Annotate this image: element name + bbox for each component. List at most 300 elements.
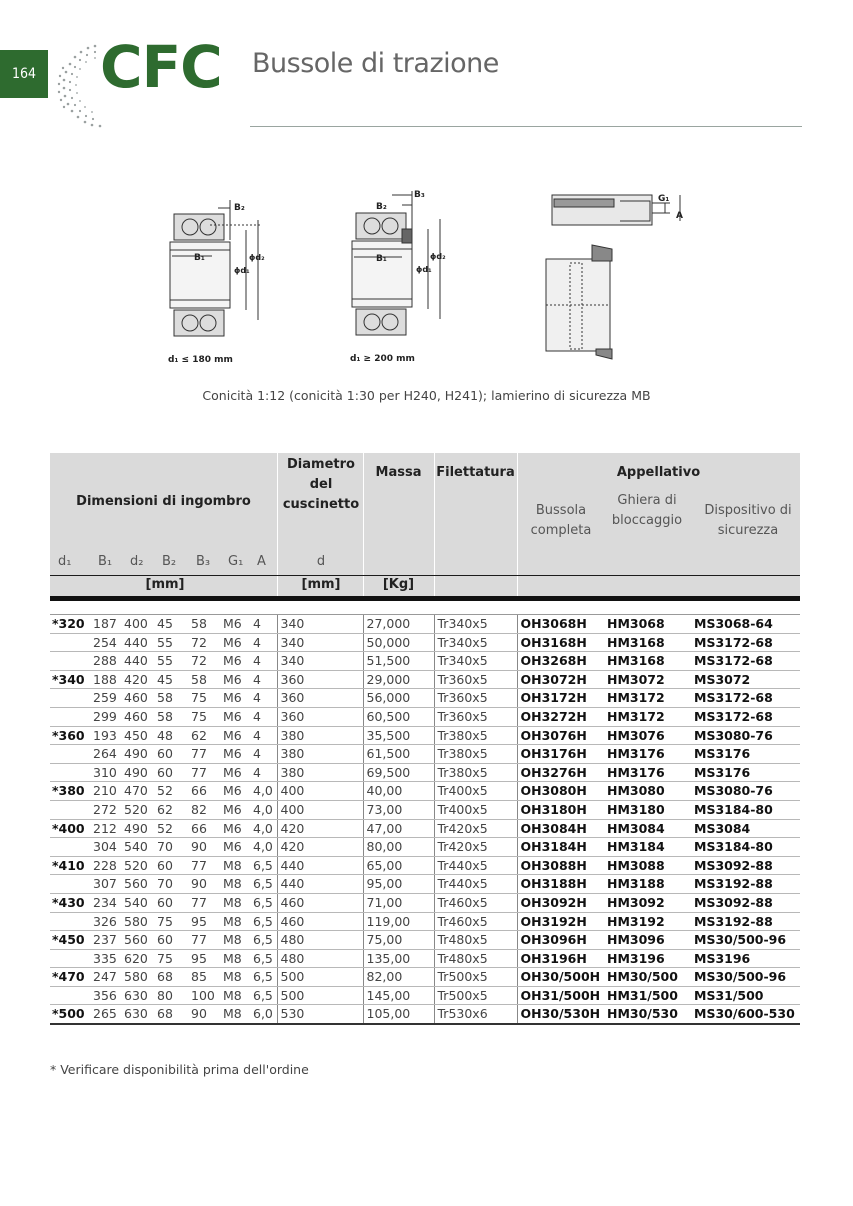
cell-disp: MS3172-68 [691, 689, 800, 708]
cell-d2: 540 [121, 838, 154, 857]
cell-ghiera: HM3068 [604, 615, 691, 633]
cell-ghiera: HM3088 [604, 856, 691, 875]
cell-d1: *450 [50, 931, 90, 950]
dim-b1-large: B₁ [376, 254, 387, 264]
cell-bussola: OH3084H [517, 819, 604, 838]
table-row [50, 949, 800, 968]
cell-fil: Tr420x5 [434, 838, 517, 857]
cell-b2: 58 [154, 707, 188, 726]
cell-ghiera: HM3168 [604, 652, 691, 671]
table-row [50, 800, 800, 819]
cell-d2: 450 [121, 726, 154, 745]
cell-d1 [50, 652, 90, 671]
cell-fil: Tr500x5 [434, 968, 517, 987]
cell-g1: M8 [220, 968, 250, 987]
cell-fil: Tr380x5 [434, 726, 517, 745]
cell-ghiera: HM30/530 [604, 1005, 691, 1024]
cell-b1: 272 [90, 800, 121, 819]
cell-d: 420 [277, 819, 363, 838]
cell-ghiera: HM3076 [604, 726, 691, 745]
cell-b2: 55 [154, 633, 188, 652]
cell-d1 [50, 986, 90, 1005]
header-appellativo: Appellativo [616, 465, 701, 480]
table-row [50, 986, 800, 1005]
cell-ghiera: HM3176 [604, 763, 691, 782]
dim-d1-large: ϕd₁ [416, 265, 432, 274]
col-b1: B₁ [98, 554, 113, 569]
cell-b3: 90 [188, 838, 220, 857]
cell-g1: M6 [220, 819, 250, 838]
cell-d: 500 [277, 986, 363, 1005]
table-header [50, 453, 800, 596]
cell-disp: MS3184-80 [691, 800, 800, 819]
cell-d2: 400 [121, 615, 154, 633]
cell-g1: M8 [220, 893, 250, 912]
cell-d2: 520 [121, 800, 154, 819]
spacer-row [50, 601, 800, 615]
cell-bussola: OH3192H [517, 912, 604, 931]
col-b3: B₃ [196, 554, 211, 569]
cell-d: 460 [277, 893, 363, 912]
cell-g1: M6 [220, 800, 250, 819]
cell-d2: 540 [121, 893, 154, 912]
unit-diameter: [mm] [301, 577, 341, 592]
cell-fil: Tr360x5 [434, 689, 517, 708]
header-diameter: Diametro del cuscinetto [282, 457, 360, 512]
footnote: * Verificare disponibilità prima dell'ordine [50, 1062, 309, 1077]
dim-b1: B₁ [194, 253, 205, 263]
cell-g1: M6 [220, 670, 250, 689]
cell-disp: MS3192-88 [691, 875, 800, 894]
cell-bussola: OH3072H [517, 670, 604, 689]
cell-d: 460 [277, 912, 363, 931]
cell-fil: Tr530x6 [434, 1005, 517, 1024]
cell-bussola: OH3196H [517, 949, 604, 968]
cell-a: 4 [250, 670, 277, 689]
cell-b2: 70 [154, 838, 188, 857]
cell-g1: M6 [220, 763, 250, 782]
cell-b3: 77 [188, 931, 220, 950]
cell-d1: *380 [50, 782, 90, 801]
cell-d: 360 [277, 689, 363, 708]
cell-d2: 560 [121, 875, 154, 894]
cell-a: 4 [250, 763, 277, 782]
cell-d2: 580 [121, 968, 154, 987]
cell-bussola: OH3172H [517, 689, 604, 708]
cell-d: 360 [277, 670, 363, 689]
diagram-small-bore [150, 190, 280, 370]
cell-d: 360 [277, 707, 363, 726]
cell-a: 4 [250, 707, 277, 726]
cell-ghiera: HM3092 [604, 893, 691, 912]
cell-disp: MS3068-64 [691, 615, 800, 633]
table-row [50, 745, 800, 764]
cell-b3: 62 [188, 726, 220, 745]
cell-b3: 95 [188, 949, 220, 968]
cell-massa: 47,00 [363, 819, 434, 838]
cell-bussola: OH3088H [517, 856, 604, 875]
col-d: d [316, 554, 326, 569]
cell-b2: 45 [154, 615, 188, 633]
cell-massa: 71,00 [363, 893, 434, 912]
dim-d1: ϕd₁ [234, 266, 250, 275]
cell-massa: 75,00 [363, 931, 434, 950]
cell-bussola: OH3096H [517, 931, 604, 950]
cell-b2: 58 [154, 689, 188, 708]
dim-b2-large: B₂ [376, 202, 387, 212]
cell-fil: Tr340x5 [434, 633, 517, 652]
cell-massa: 60,500 [363, 707, 434, 726]
cell-g1: M6 [220, 782, 250, 801]
cell-g1: M8 [220, 1005, 250, 1024]
cell-g1: M6 [220, 838, 250, 857]
cell-disp: MS3092-88 [691, 856, 800, 875]
cell-b1: 210 [90, 782, 121, 801]
cell-d: 530 [277, 1005, 363, 1024]
header-dispositivo: Dispositivo di sicurezza [704, 503, 792, 538]
table-row [50, 968, 800, 987]
cell-d1 [50, 800, 90, 819]
cell-b2: 75 [154, 949, 188, 968]
cell-massa: 95,00 [363, 875, 434, 894]
cell-bussola: OH3188H [517, 875, 604, 894]
cell-a: 6,5 [250, 856, 277, 875]
cell-bussola: OH30/530H [517, 1005, 604, 1024]
cell-b3: 82 [188, 800, 220, 819]
cell-d2: 420 [121, 670, 154, 689]
cell-g1: M8 [220, 986, 250, 1005]
cell-d: 440 [277, 856, 363, 875]
cell-d1 [50, 745, 90, 764]
cell-b1: 335 [90, 949, 121, 968]
cell-d2: 520 [121, 856, 154, 875]
cell-b2: 45 [154, 670, 188, 689]
cell-b2: 52 [154, 819, 188, 838]
cell-d: 380 [277, 745, 363, 764]
cell-a: 6,5 [250, 893, 277, 912]
cell-b1: 264 [90, 745, 121, 764]
table-row [50, 931, 800, 950]
cell-b1: 254 [90, 633, 121, 652]
table-row [50, 670, 800, 689]
cell-d: 340 [277, 652, 363, 671]
cell-b2: 60 [154, 931, 188, 950]
table-row [50, 838, 800, 857]
cell-bussola: OH3168H [517, 633, 604, 652]
cell-massa: 51,500 [363, 652, 434, 671]
table-row [50, 707, 800, 726]
cell-g1: M8 [220, 875, 250, 894]
cell-disp: MS3172-68 [691, 652, 800, 671]
cell-a: 4 [250, 652, 277, 671]
cell-d: 400 [277, 782, 363, 801]
dim-g1: G₁ [658, 194, 670, 204]
cell-b2: 75 [154, 912, 188, 931]
cell-d1: *320 [50, 615, 90, 633]
cell-b1: 247 [90, 968, 121, 987]
table-row [50, 912, 800, 931]
cell-b3: 66 [188, 819, 220, 838]
cell-d1 [50, 763, 90, 782]
dim-b3: B₃ [414, 190, 425, 200]
cell-b2: 52 [154, 782, 188, 801]
cell-g1: M6 [220, 745, 250, 764]
cell-a: 6,0 [250, 1005, 277, 1024]
cell-massa: 35,500 [363, 726, 434, 745]
cell-ghiera: HM3176 [604, 745, 691, 764]
cell-ghiera: HM3172 [604, 707, 691, 726]
cell-g1: M8 [220, 949, 250, 968]
cell-d: 340 [277, 615, 363, 633]
cell-bussola: OH31/500H [517, 986, 604, 1005]
cell-disp: MS3192-88 [691, 912, 800, 931]
cell-d1 [50, 633, 90, 652]
cell-ghiera: HM31/500 [604, 986, 691, 1005]
cell-d2: 490 [121, 763, 154, 782]
cell-d2: 630 [121, 986, 154, 1005]
cell-d2: 620 [121, 949, 154, 968]
cell-disp: MS3092-88 [691, 893, 800, 912]
cell-b2: 68 [154, 1005, 188, 1024]
cell-b3: 58 [188, 670, 220, 689]
table-row [50, 726, 800, 745]
cell-bussola: OH3076H [517, 726, 604, 745]
cell-ghiera: HM30/500 [604, 968, 691, 987]
cell-b3: 72 [188, 652, 220, 671]
cell-a: 4 [250, 633, 277, 652]
cell-fil: Tr400x5 [434, 800, 517, 819]
cell-d1 [50, 949, 90, 968]
cell-b2: 68 [154, 968, 188, 987]
cell-d2: 460 [121, 689, 154, 708]
cell-fil: Tr440x5 [434, 856, 517, 875]
cell-g1: M6 [220, 707, 250, 726]
cell-d2: 490 [121, 745, 154, 764]
cell-a: 4 [250, 745, 277, 764]
diagram-large-bore [330, 185, 460, 370]
cell-a: 6,5 [250, 875, 277, 894]
cell-d1: *340 [50, 670, 90, 689]
dim-b2: B₂ [234, 203, 245, 213]
cell-disp: MS30/500-96 [691, 968, 800, 987]
col-b2: B₂ [162, 554, 177, 569]
cell-d1: *360 [50, 726, 90, 745]
cell-a: 4,0 [250, 819, 277, 838]
cell-b3: 66 [188, 782, 220, 801]
cell-massa: 80,00 [363, 838, 434, 857]
cell-d1: *410 [50, 856, 90, 875]
cell-d: 380 [277, 726, 363, 745]
cell-ghiera: HM3096 [604, 931, 691, 950]
cell-b1: 259 [90, 689, 121, 708]
cell-d: 380 [277, 763, 363, 782]
cell-b1: 356 [90, 986, 121, 1005]
cell-fil: Tr380x5 [434, 745, 517, 764]
bushing-table [50, 453, 800, 1025]
dim-a: A [676, 211, 683, 221]
data-table [50, 615, 800, 1025]
cell-massa: 135,00 [363, 949, 434, 968]
cell-massa: 61,500 [363, 745, 434, 764]
cell-b3: 90 [188, 875, 220, 894]
cell-b1: 212 [90, 819, 121, 838]
cell-d2: 560 [121, 931, 154, 950]
cell-d1: *400 [50, 819, 90, 838]
table-row [50, 875, 800, 894]
table-row [50, 1005, 800, 1024]
cell-d: 340 [277, 633, 363, 652]
diagram-label-large: d₁ ≥ 200 mm [350, 354, 415, 364]
cell-d2: 580 [121, 912, 154, 931]
col-d1: d₁ [58, 554, 72, 569]
cell-ghiera: HM3184 [604, 838, 691, 857]
cell-d: 400 [277, 800, 363, 819]
cell-b1: 265 [90, 1005, 121, 1024]
cell-g1: M8 [220, 931, 250, 950]
cell-b2: 62 [154, 800, 188, 819]
cell-disp: MS3176 [691, 745, 800, 764]
cell-disp: MS3080-76 [691, 782, 800, 801]
cell-ghiera: HM3196 [604, 949, 691, 968]
cell-fil: Tr420x5 [434, 819, 517, 838]
diagram-label-small: d₁ ≤ 180 mm [168, 355, 233, 365]
header-ghiera: Ghiera di bloccaggio [611, 493, 683, 528]
cell-a: 4,0 [250, 838, 277, 857]
cell-disp: MS30/500-96 [691, 931, 800, 950]
table-row [50, 819, 800, 838]
cell-disp: MS3080-76 [691, 726, 800, 745]
cell-massa: 69,500 [363, 763, 434, 782]
cell-ghiera: HM3192 [604, 912, 691, 931]
cell-bussola: OH3068H [517, 615, 604, 633]
cell-d1 [50, 707, 90, 726]
cell-disp: MS31/500 [691, 986, 800, 1005]
cell-d1 [50, 875, 90, 894]
cell-a: 4 [250, 726, 277, 745]
cell-d1: *430 [50, 893, 90, 912]
cell-b3: 95 [188, 912, 220, 931]
cell-b2: 55 [154, 652, 188, 671]
cell-a: 4,0 [250, 782, 277, 801]
cell-massa: 50,000 [363, 633, 434, 652]
table-row [50, 652, 800, 671]
cell-g1: M6 [220, 633, 250, 652]
cell-fil: Tr360x5 [434, 670, 517, 689]
cell-b3: 77 [188, 893, 220, 912]
cell-bussola: OH30/500H [517, 968, 604, 987]
col-g1: G₁ [228, 554, 244, 569]
cell-b3: 77 [188, 763, 220, 782]
cell-bussola: OH3268H [517, 652, 604, 671]
table-row [50, 615, 800, 633]
cell-b2: 60 [154, 763, 188, 782]
cell-g1: M8 [220, 912, 250, 931]
unit-massa: [Kg] [382, 577, 415, 592]
cell-massa: 73,00 [363, 800, 434, 819]
cell-fil: Tr340x5 [434, 652, 517, 671]
cell-bussola: OH3092H [517, 893, 604, 912]
cell-d: 440 [277, 875, 363, 894]
diagram-sleeve-section [540, 185, 700, 375]
cell-massa: 40,00 [363, 782, 434, 801]
cell-b1: 187 [90, 615, 121, 633]
cell-massa: 105,00 [363, 1005, 434, 1024]
cell-fil: Tr500x5 [434, 986, 517, 1005]
cell-b2: 48 [154, 726, 188, 745]
cell-b2: 60 [154, 856, 188, 875]
dim-d2-large: ϕd₂ [430, 252, 446, 261]
table-row [50, 763, 800, 782]
cell-massa: 27,000 [363, 615, 434, 633]
cell-massa: 29,000 [363, 670, 434, 689]
cell-ghiera: HM3180 [604, 800, 691, 819]
cell-disp: MS3184-80 [691, 838, 800, 857]
cell-b1: 288 [90, 652, 121, 671]
cell-d: 420 [277, 838, 363, 857]
dim-d2: ϕd₂ [249, 253, 265, 262]
cell-massa: 65,00 [363, 856, 434, 875]
cell-b1: 228 [90, 856, 121, 875]
cell-fil: Tr360x5 [434, 707, 517, 726]
cell-g1: M6 [220, 615, 250, 633]
cell-b3: 85 [188, 968, 220, 987]
cell-b3: 100 [188, 986, 220, 1005]
header-massa: Massa [375, 465, 422, 480]
cell-b1: 310 [90, 763, 121, 782]
page-number: 164 [0, 50, 48, 98]
cell-ghiera: HM3168 [604, 633, 691, 652]
cell-disp: MS30/600-530 [691, 1005, 800, 1024]
cell-b3: 58 [188, 615, 220, 633]
cell-b1: 188 [90, 670, 121, 689]
title-divider [250, 126, 802, 127]
table-row [50, 893, 800, 912]
cell-fil: Tr480x5 [434, 931, 517, 950]
cell-b1: 304 [90, 838, 121, 857]
col-d2: d₂ [130, 554, 144, 569]
cell-bussola: OH3176H [517, 745, 604, 764]
cell-a: 6,5 [250, 986, 277, 1005]
cell-d1: *500 [50, 1005, 90, 1024]
cell-bussola: OH3180H [517, 800, 604, 819]
table-row [50, 856, 800, 875]
cell-g1: M8 [220, 856, 250, 875]
table-row [50, 633, 800, 652]
cell-disp: MS3196 [691, 949, 800, 968]
header-filettatura: Filettatura [436, 465, 515, 480]
cell-b2: 60 [154, 893, 188, 912]
cell-ghiera: HM3084 [604, 819, 691, 838]
cell-massa: 82,00 [363, 968, 434, 987]
cell-a: 4,0 [250, 800, 277, 819]
cell-a: 4 [250, 689, 277, 708]
cell-disp: MS3084 [691, 819, 800, 838]
table-row [50, 782, 800, 801]
cell-b3: 77 [188, 856, 220, 875]
cell-disp: MS3172-68 [691, 633, 800, 652]
cell-fil: Tr400x5 [434, 782, 517, 801]
page-title: Bussole di trazione [252, 48, 499, 79]
cell-b1: 237 [90, 931, 121, 950]
cell-g1: M6 [220, 726, 250, 745]
cell-b1: 193 [90, 726, 121, 745]
header-dimensions: Dimensioni di ingombro [76, 494, 251, 509]
cell-b1: 307 [90, 875, 121, 894]
cell-d: 480 [277, 949, 363, 968]
cell-bussola: OH3080H [517, 782, 604, 801]
cell-b1: 299 [90, 707, 121, 726]
cell-fil: Tr380x5 [434, 763, 517, 782]
